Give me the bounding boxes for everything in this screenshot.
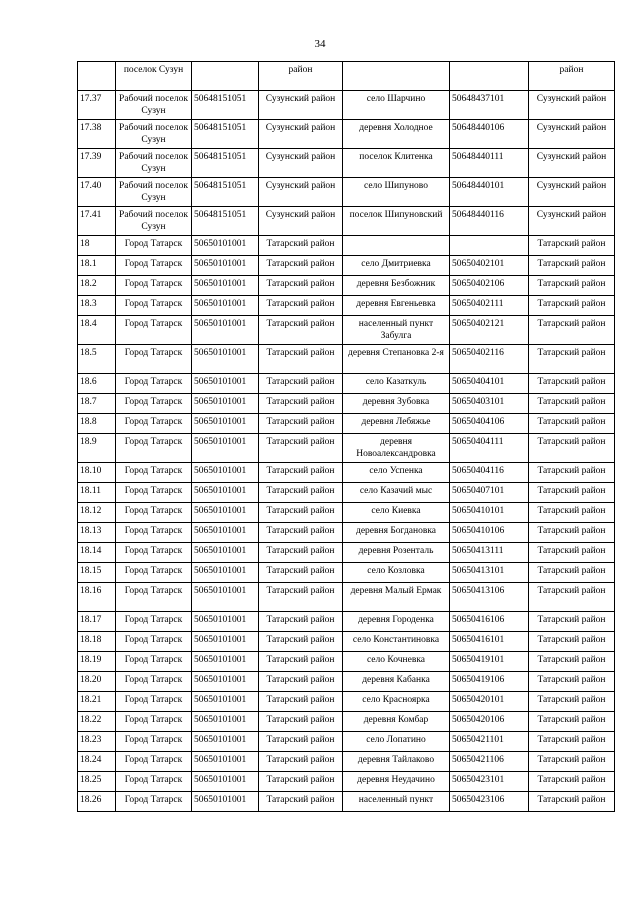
settlement-oktmo-cell: 50650416101 <box>450 632 529 652</box>
settlement-district-cell: Сузунский район <box>529 207 615 236</box>
settlement-district-cell: Татарский район <box>529 463 615 483</box>
city-cell: Город Татарск <box>116 712 192 732</box>
settlement-oktmo-cell: 50650402116 <box>450 345 529 374</box>
settlement-cell: село Красноярка <box>343 692 450 712</box>
city-cell: поселок Сузун <box>116 62 192 91</box>
row-number-cell: 18.7 <box>78 394 116 414</box>
settlement-oktmo-cell <box>450 62 529 91</box>
settlement-district-cell: Татарский район <box>529 503 615 523</box>
row-number-cell: 18.17 <box>78 612 116 632</box>
row-number-cell: 18.22 <box>78 712 116 732</box>
settlement-oktmo-cell: 50650419106 <box>450 672 529 692</box>
city-cell: Город Татарск <box>116 483 192 503</box>
row-number-cell <box>78 62 116 91</box>
city-district-cell: Татарский район <box>259 543 343 563</box>
settlement-district-cell: Татарский район <box>529 345 615 374</box>
settlement-oktmo-cell: 50650420106 <box>450 712 529 732</box>
city-oktmo-cell: 50650101001 <box>192 583 259 612</box>
table-row <box>78 583 615 612</box>
row-number-cell: 17.39 <box>78 149 116 178</box>
city-cell: Город Татарск <box>116 463 192 483</box>
table-row <box>78 543 615 563</box>
settlement-cell: деревня Степановка 2-я <box>343 345 450 374</box>
city-district-cell: Татарский район <box>259 672 343 692</box>
table-row <box>78 256 615 276</box>
settlement-district-cell: Татарский район <box>529 543 615 563</box>
settlement-cell <box>343 236 450 256</box>
city-oktmo-cell: 50648151051 <box>192 178 259 207</box>
city-district-cell: Татарский район <box>259 345 343 374</box>
city-oktmo-cell: 50650101001 <box>192 772 259 792</box>
city-cell: Город Татарск <box>116 276 192 296</box>
page-number: 34 <box>314 38 326 50</box>
row-number-cell: 18.18 <box>78 632 116 652</box>
city-oktmo-cell: 50650101001 <box>192 276 259 296</box>
row-number-cell: 18.12 <box>78 503 116 523</box>
row-number-cell: 18.15 <box>78 563 116 583</box>
settlement-oktmo-cell: 50648437101 <box>450 91 529 120</box>
city-cell: Город Татарск <box>116 792 192 812</box>
city-oktmo-cell: 50648151051 <box>192 149 259 178</box>
table-row <box>78 414 615 434</box>
settlement-district-cell: Татарский район <box>529 296 615 316</box>
settlement-cell: деревня Холодное <box>343 120 450 149</box>
city-cell: Город Татарск <box>116 632 192 652</box>
city-district-cell: Татарский район <box>259 374 343 394</box>
settlement-cell: поселок Клитенка <box>343 149 450 178</box>
settlement-district-cell: Татарский район <box>529 792 615 812</box>
city-district-cell: Татарский район <box>259 236 343 256</box>
city-district-cell: Татарский район <box>259 414 343 434</box>
row-number-cell: 17.40 <box>78 178 116 207</box>
row-number-cell: 18.16 <box>78 583 116 612</box>
city-cell: Рабочий поселок Сузун <box>116 149 192 178</box>
table-row <box>78 91 615 120</box>
city-cell: Город Татарск <box>116 752 192 772</box>
settlements-table <box>77 61 615 812</box>
settlement-district-cell: Татарский район <box>529 523 615 543</box>
city-oktmo-cell: 50650101001 <box>192 732 259 752</box>
city-cell: Рабочий поселок Сузун <box>116 91 192 120</box>
table-row <box>78 712 615 732</box>
table-row <box>78 394 615 414</box>
settlement-cell: деревня Розенталь <box>343 543 450 563</box>
city-district-cell: Татарский район <box>259 434 343 463</box>
city-district-cell: Татарский район <box>259 394 343 414</box>
settlement-oktmo-cell: 50650402121 <box>450 316 529 345</box>
settlement-district-cell: Татарский район <box>529 256 615 276</box>
table-row <box>78 752 615 772</box>
row-number-cell: 18.6 <box>78 374 116 394</box>
settlement-oktmo-cell: 50650402101 <box>450 256 529 276</box>
table-row <box>78 296 615 316</box>
settlement-cell: село Константиновка <box>343 632 450 652</box>
settlement-district-cell: Татарский район <box>529 692 615 712</box>
city-oktmo-cell: 50650101001 <box>192 692 259 712</box>
row-number-cell: 17.37 <box>78 91 116 120</box>
table-row <box>78 563 615 583</box>
settlement-district-cell: Татарский район <box>529 672 615 692</box>
row-number-cell: 18.11 <box>78 483 116 503</box>
city-cell: Рабочий поселок Сузун <box>116 178 192 207</box>
table-row <box>78 463 615 483</box>
settlement-oktmo-cell: 50650420101 <box>450 692 529 712</box>
city-district-cell: Татарский район <box>259 563 343 583</box>
city-district-cell: Сузунский район <box>259 120 343 149</box>
settlement-district-cell: Татарский район <box>529 236 615 256</box>
table-row <box>78 523 615 543</box>
city-district-cell: Сузунский район <box>259 178 343 207</box>
settlement-district-cell: Татарский район <box>529 434 615 463</box>
row-number-cell: 18.9 <box>78 434 116 463</box>
city-district-cell: Татарский район <box>259 463 343 483</box>
settlement-district-cell: Татарский район <box>529 316 615 345</box>
settlement-district-cell: Сузунский район <box>529 149 615 178</box>
settlement-oktmo-cell: 50650403101 <box>450 394 529 414</box>
settlement-district-cell: Татарский район <box>529 374 615 394</box>
settlement-oktmo-cell: 50650419101 <box>450 652 529 672</box>
city-oktmo-cell: 50650101001 <box>192 236 259 256</box>
settlement-oktmo-cell: 50650416106 <box>450 612 529 632</box>
table-row <box>78 632 615 652</box>
city-cell: Город Татарск <box>116 296 192 316</box>
settlement-oktmo-cell: 50650404106 <box>450 414 529 434</box>
city-cell: Город Татарск <box>116 523 192 543</box>
city-cell: Город Татарск <box>116 434 192 463</box>
settlement-cell: село Казачий мыс <box>343 483 450 503</box>
settlement-cell: деревня Малый Ермак <box>343 583 450 612</box>
settlement-cell: деревня Тайлаково <box>343 752 450 772</box>
city-oktmo-cell: 50650101001 <box>192 394 259 414</box>
row-number-cell: 18.2 <box>78 276 116 296</box>
city-cell: Город Татарск <box>116 316 192 345</box>
city-oktmo-cell: 50650101001 <box>192 296 259 316</box>
city-cell: Город Татарск <box>116 612 192 632</box>
settlement-cell: деревня Неудачино <box>343 772 450 792</box>
table-row <box>78 503 615 523</box>
row-number-cell: 18.5 <box>78 345 116 374</box>
settlement-cell: село Шипуново <box>343 178 450 207</box>
settlement-oktmo-cell: 50650413101 <box>450 563 529 583</box>
city-cell: Рабочий поселок Сузун <box>116 207 192 236</box>
settlement-cell: деревня Лебяжье <box>343 414 450 434</box>
table-row <box>78 483 615 503</box>
city-district-cell: Татарский район <box>259 732 343 752</box>
city-district-cell: Татарский район <box>259 772 343 792</box>
city-oktmo-cell: 50648151051 <box>192 207 259 236</box>
settlement-cell: село Кочневка <box>343 652 450 672</box>
row-number-cell: 18.26 <box>78 792 116 812</box>
settlement-district-cell: Татарский район <box>529 752 615 772</box>
city-cell: Город Татарск <box>116 503 192 523</box>
city-district-cell: Татарский район <box>259 296 343 316</box>
settlement-district-cell: Сузунский район <box>529 120 615 149</box>
settlement-cell: деревня Зубовка <box>343 394 450 414</box>
settlement-cell: село Киевка <box>343 503 450 523</box>
settlement-district-cell: Татарский район <box>529 632 615 652</box>
settlement-cell: село Шарчино <box>343 91 450 120</box>
row-number-cell: 18 <box>78 236 116 256</box>
city-oktmo-cell: 50650101001 <box>192 612 259 632</box>
city-cell: Город Татарск <box>116 692 192 712</box>
row-number-cell: 18.23 <box>78 732 116 752</box>
settlement-district-cell: Татарский район <box>529 563 615 583</box>
row-number-cell: 18.4 <box>78 316 116 345</box>
table-row <box>78 772 615 792</box>
city-district-cell: Сузунский район <box>259 149 343 178</box>
settlement-cell: населенный пункт <box>343 792 450 812</box>
settlement-oktmo-cell: 50648440106 <box>450 120 529 149</box>
city-district-cell: Татарский район <box>259 632 343 652</box>
table-row <box>78 276 615 296</box>
city-oktmo-cell: 50650101001 <box>192 543 259 563</box>
row-number-cell: 18.14 <box>78 543 116 563</box>
city-district-cell: Сузунский район <box>259 91 343 120</box>
settlement-oktmo-cell: 50650404111 <box>450 434 529 463</box>
city-cell: Город Татарск <box>116 345 192 374</box>
city-oktmo-cell: 50650101001 <box>192 374 259 394</box>
city-district-cell: Татарский район <box>259 523 343 543</box>
city-district-cell: Татарский район <box>259 712 343 732</box>
settlement-oktmo-cell: 50648440101 <box>450 178 529 207</box>
table-row <box>78 732 615 752</box>
settlement-district-cell: Сузунский район <box>529 91 615 120</box>
city-district-cell: Татарский район <box>259 483 343 503</box>
city-oktmo-cell: 50650101001 <box>192 563 259 583</box>
row-number-cell: 18.8 <box>78 414 116 434</box>
city-oktmo-cell <box>192 62 259 91</box>
city-oktmo-cell: 50650101001 <box>192 483 259 503</box>
settlement-oktmo-cell: 50650413111 <box>450 543 529 563</box>
row-number-cell: 18.20 <box>78 672 116 692</box>
settlement-cell: село Лопатино <box>343 732 450 752</box>
settlement-oktmo-cell: 50650404101 <box>450 374 529 394</box>
settlement-oktmo-cell: 50650407101 <box>450 483 529 503</box>
settlement-oktmo-cell: 50650423101 <box>450 772 529 792</box>
settlement-cell: деревня Евгеньевка <box>343 296 450 316</box>
city-district-cell: Татарский район <box>259 692 343 712</box>
city-oktmo-cell: 50650101001 <box>192 414 259 434</box>
city-oktmo-cell: 50650101001 <box>192 463 259 483</box>
city-cell: Город Татарск <box>116 236 192 256</box>
city-cell: Город Татарск <box>116 374 192 394</box>
row-number-cell: 18.19 <box>78 652 116 672</box>
settlement-district-cell: район <box>529 62 615 91</box>
city-cell: Город Татарск <box>116 563 192 583</box>
city-district-cell: Татарский район <box>259 503 343 523</box>
city-oktmo-cell: 50650101001 <box>192 632 259 652</box>
settlement-oktmo-cell: 50650404116 <box>450 463 529 483</box>
row-number-cell: 18.1 <box>78 256 116 276</box>
city-oktmo-cell: 50650101001 <box>192 523 259 543</box>
row-number-cell: 18.25 <box>78 772 116 792</box>
table-row <box>78 652 615 672</box>
row-number-cell: 18.13 <box>78 523 116 543</box>
settlement-district-cell: Татарский район <box>529 772 615 792</box>
settlement-cell: село Дмитриевка <box>343 256 450 276</box>
settlement-district-cell: Татарский район <box>529 483 615 503</box>
table-body <box>78 62 615 812</box>
settlement-oktmo-cell: 50650402106 <box>450 276 529 296</box>
city-oktmo-cell: 50650101001 <box>192 316 259 345</box>
settlement-cell <box>343 62 450 91</box>
settlement-district-cell: Татарский район <box>529 612 615 632</box>
settlement-cell: село Козловка <box>343 563 450 583</box>
city-cell: Город Татарск <box>116 583 192 612</box>
settlement-oktmo-cell <box>450 236 529 256</box>
city-oktmo-cell: 50650101001 <box>192 503 259 523</box>
city-cell: Рабочий поселок Сузун <box>116 120 192 149</box>
settlement-district-cell: Татарский район <box>529 276 615 296</box>
city-district-cell: Татарский район <box>259 612 343 632</box>
settlement-cell: деревня Комбар <box>343 712 450 732</box>
table-row <box>78 178 615 207</box>
settlement-cell: село Казаткуль <box>343 374 450 394</box>
city-district-cell: Татарский район <box>259 792 343 812</box>
settlement-cell: деревня Безбожник <box>343 276 450 296</box>
table-row <box>78 345 615 374</box>
row-number-cell: 18.21 <box>78 692 116 712</box>
settlement-district-cell: Татарский район <box>529 394 615 414</box>
settlement-cell: село Успенка <box>343 463 450 483</box>
city-oktmo-cell: 50648151051 <box>192 120 259 149</box>
city-cell: Город Татарск <box>116 394 192 414</box>
settlement-cell: деревня Городенка <box>343 612 450 632</box>
settlement-district-cell: Сузунский район <box>529 178 615 207</box>
table-row <box>78 207 615 236</box>
table-row <box>78 612 615 632</box>
settlement-oktmo-cell: 50648440111 <box>450 149 529 178</box>
city-district-cell: Татарский район <box>259 276 343 296</box>
table-row <box>78 316 615 345</box>
row-number-cell: 17.41 <box>78 207 116 236</box>
city-cell: Город Татарск <box>116 414 192 434</box>
table-row <box>78 374 615 394</box>
city-district-cell: район <box>259 62 343 91</box>
table-row <box>78 120 615 149</box>
settlement-oktmo-cell: 50650402111 <box>450 296 529 316</box>
city-oktmo-cell: 50650101001 <box>192 672 259 692</box>
city-district-cell: Татарский район <box>259 583 343 612</box>
city-district-cell: Сузунский район <box>259 207 343 236</box>
city-oktmo-cell: 50650101001 <box>192 345 259 374</box>
settlement-cell: деревня Новоалександровка <box>343 434 450 463</box>
settlement-oktmo-cell: 50650421106 <box>450 752 529 772</box>
settlement-cell: поселок Шипуновский <box>343 207 450 236</box>
city-oktmo-cell: 50650101001 <box>192 792 259 812</box>
row-number-cell: 17.38 <box>78 120 116 149</box>
settlement-cell: деревня Кабанка <box>343 672 450 692</box>
city-cell: Город Татарск <box>116 543 192 563</box>
city-cell: Город Татарск <box>116 256 192 276</box>
settlement-oktmo-cell: 50650423106 <box>450 792 529 812</box>
city-district-cell: Татарский район <box>259 256 343 276</box>
city-oktmo-cell: 50650101001 <box>192 434 259 463</box>
settlement-district-cell: Татарский район <box>529 732 615 752</box>
city-oktmo-cell: 50650101001 <box>192 752 259 772</box>
row-number-cell: 18.10 <box>78 463 116 483</box>
city-oktmo-cell: 50648151051 <box>192 91 259 120</box>
city-district-cell: Татарский район <box>259 752 343 772</box>
row-number-cell: 18.24 <box>78 752 116 772</box>
settlement-district-cell: Татарский район <box>529 583 615 612</box>
table-row <box>78 792 615 812</box>
settlement-oktmo-cell: 50650410106 <box>450 523 529 543</box>
city-cell: Город Татарск <box>116 732 192 752</box>
settlement-oktmo-cell: 50650410101 <box>450 503 529 523</box>
table-row <box>78 672 615 692</box>
settlement-oktmo-cell: 50650413106 <box>450 583 529 612</box>
city-cell: Город Татарск <box>116 772 192 792</box>
row-number-cell: 18.3 <box>78 296 116 316</box>
settlement-cell: деревня Богдановка <box>343 523 450 543</box>
table-row <box>78 692 615 712</box>
city-district-cell: Татарский район <box>259 316 343 345</box>
city-oktmo-cell: 50650101001 <box>192 652 259 672</box>
settlement-cell: населенный пункт Забулга <box>343 316 450 345</box>
city-cell: Город Татарск <box>116 652 192 672</box>
settlement-oktmo-cell: 50648440116 <box>450 207 529 236</box>
table-row <box>78 434 615 463</box>
settlement-district-cell: Татарский район <box>529 712 615 732</box>
table-row <box>78 236 615 256</box>
city-district-cell: Татарский район <box>259 652 343 672</box>
settlement-district-cell: Татарский район <box>529 414 615 434</box>
table-row <box>78 149 615 178</box>
table-row <box>78 62 615 91</box>
city-oktmo-cell: 50650101001 <box>192 712 259 732</box>
settlement-oktmo-cell: 50650421101 <box>450 732 529 752</box>
city-oktmo-cell: 50650101001 <box>192 256 259 276</box>
settlement-district-cell: Татарский район <box>529 652 615 672</box>
city-cell: Город Татарск <box>116 672 192 692</box>
